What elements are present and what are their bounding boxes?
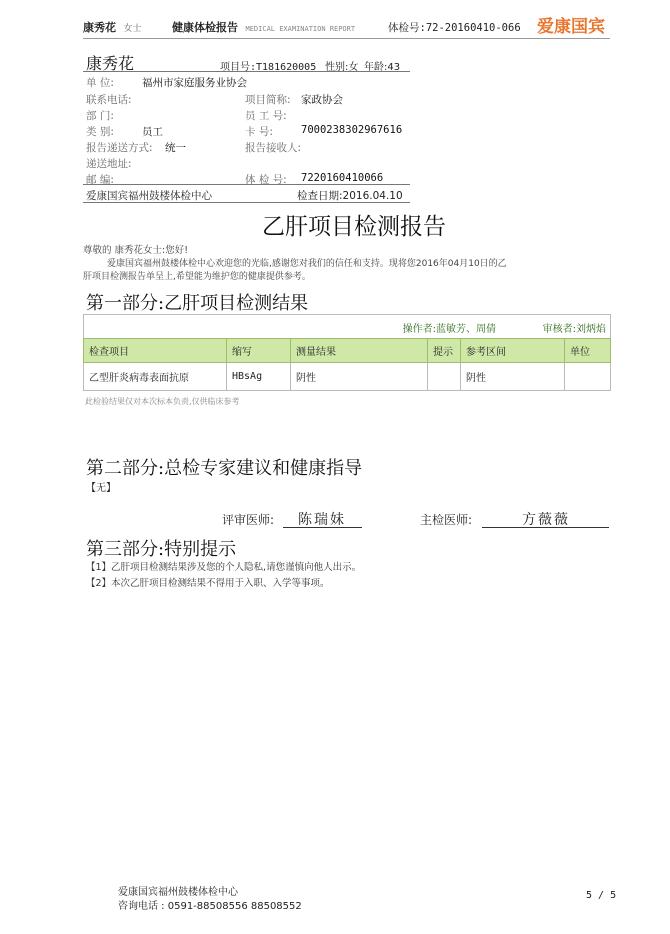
brand-logo: 爱康国宾 bbox=[537, 17, 605, 37]
header-report-title bbox=[172, 19, 355, 35]
delivery-label: 报告递送方式: bbox=[86, 142, 153, 154]
delivery-value: 统一 bbox=[165, 142, 186, 154]
address-label: 递送地址: bbox=[86, 158, 132, 170]
operator-bar bbox=[83, 314, 611, 338]
intro-line-1: 爱康国宾福州鼓楼体检中心欢迎您的光临,感谢您对我们的信任和支持。现将您2016年04月10日的乙 bbox=[107, 259, 507, 269]
greeting: 尊敬的 康秀花女士:您好! bbox=[83, 245, 189, 256]
header-report-title-en: MEDICAL EXAMINATION REPORT bbox=[245, 25, 356, 33]
card-value: 7000238302967616 bbox=[301, 124, 403, 136]
part2-title: 第二部分:总检专家建议和健康指导 bbox=[86, 458, 363, 479]
col-header-result: 测量结果 bbox=[291, 339, 428, 363]
cell-abbr: HBsAg bbox=[227, 363, 291, 391]
header-exam-no: 体检号:72-20160410-066 bbox=[388, 22, 521, 34]
col-header-hint: 提示 bbox=[428, 339, 461, 363]
exam-no-value: 7220160410066 bbox=[301, 172, 384, 184]
results-header-row bbox=[84, 339, 611, 363]
part1-title: 第一部分:乙肝项目检测结果 bbox=[86, 293, 309, 314]
staff-no-label: 员 工 号: bbox=[245, 110, 287, 122]
operator: 操作者:蓝敏芳、周倩 bbox=[402, 324, 496, 335]
review-doctor-signature: 陈瑞妹 bbox=[298, 512, 346, 528]
header-report-title-cn: 健康体检报告 bbox=[172, 21, 238, 34]
reviewer: 审核者:刘炳焰 bbox=[542, 324, 606, 335]
table-row bbox=[84, 363, 611, 391]
exam-center: 爱康国宾福州鼓楼体检中心 bbox=[86, 190, 212, 202]
header-divider bbox=[83, 38, 610, 39]
exam-date: 检查日期:2016.04.10 bbox=[297, 190, 403, 202]
part2-content: 【无】 bbox=[86, 483, 116, 494]
category-label: 类 别: bbox=[86, 126, 114, 138]
cell-unit bbox=[565, 363, 611, 391]
patient-project-no: 项目号:T181620005 bbox=[220, 62, 317, 73]
col-header-unit: 单位 bbox=[565, 339, 611, 363]
phone-label: 联系电话: bbox=[86, 94, 132, 106]
chief-doctor-label: 主检医师: bbox=[420, 513, 473, 527]
unit-label: 单 位: bbox=[86, 77, 114, 89]
col-header-item: 检查项目 bbox=[84, 339, 227, 363]
cell-hint bbox=[428, 363, 461, 391]
exam-no-label: 体 检 号: bbox=[245, 174, 287, 186]
dept-label: 部 门: bbox=[86, 110, 114, 122]
project-short-value: 家政协会 bbox=[301, 94, 343, 106]
cell-item: 乙型肝炎病毒表面抗原 bbox=[84, 363, 227, 391]
footer-phone: 咨询电话 : 0591-88508556 88508552 bbox=[118, 901, 302, 912]
patient-name: 康秀花 bbox=[86, 54, 135, 73]
cell-result: 阴性 bbox=[291, 363, 428, 391]
result-note: 此检验结果仅对本次标本负责,仅供临床参考 bbox=[85, 397, 240, 406]
header-gender: 女士 bbox=[123, 24, 142, 34]
part3-title: 第三部分:特别提示 bbox=[86, 539, 237, 560]
card-label: 卡 号: bbox=[245, 126, 273, 138]
footer-center: 爱康国宾福州鼓楼体检中心 bbox=[118, 887, 238, 898]
review-doctor-label: 评审医师: bbox=[222, 513, 275, 527]
patient-divider-end bbox=[83, 202, 410, 203]
patient-divider-bottom bbox=[83, 184, 410, 185]
patient-divider-top bbox=[83, 71, 410, 72]
intro-line-2: 肝项目检测报告单呈上,希望能为维护您的健康提供参考。 bbox=[83, 272, 311, 282]
notice-item-1: 【1】乙肝项目检测结果涉及您的个人隐私,请您谨慎向他人出示。 bbox=[86, 562, 362, 573]
results-table bbox=[83, 338, 611, 391]
postcode-label: 邮 编: bbox=[86, 174, 114, 186]
report-title: 乙肝项目检测报告 bbox=[262, 214, 446, 240]
cell-ref-range: 阴性 bbox=[461, 363, 565, 391]
header-patient-name bbox=[83, 19, 142, 35]
patient-gender: 性别:女 bbox=[325, 62, 359, 73]
unit-value: 福州市家庭服务业协会 bbox=[142, 77, 247, 89]
project-short-label: 项目简称: bbox=[245, 94, 291, 106]
patient-age: 年龄:43 bbox=[364, 62, 401, 73]
notice-item-2: 【2】本次乙肝项目检测结果不得用于入职、入学等事项。 bbox=[86, 578, 330, 589]
page-number: 5 / 5 bbox=[586, 890, 617, 901]
chief-doctor-signature: 方薇薇 bbox=[522, 512, 570, 528]
header-name: 康秀花 bbox=[83, 21, 116, 34]
category-value: 员工 bbox=[142, 126, 163, 138]
col-header-abbr: 缩写 bbox=[227, 339, 291, 363]
receiver-label: 报告接收人: bbox=[245, 142, 302, 154]
col-header-ref-range: 参考区间 bbox=[461, 339, 565, 363]
